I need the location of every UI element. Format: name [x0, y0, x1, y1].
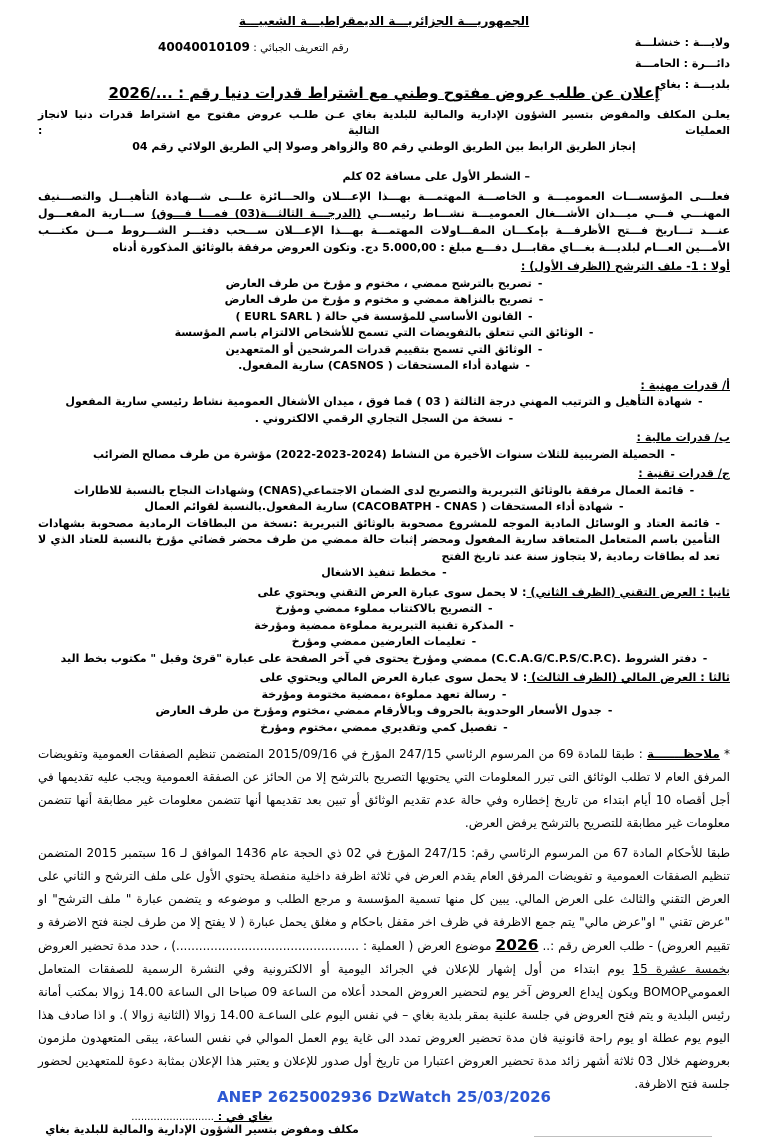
list-item-text: شهادة أداء المستحقات ( CACOBATPH - CNAS) سارية المفعول.بالنسبة لقوائم العمال — [144, 500, 613, 513]
grade-requirement: (الدرجـــة الثالثـــة(03) فمـــا فـــوق) — [151, 207, 362, 220]
technical-capacities-heading: ج/ قدرات تقنية : — [638, 467, 730, 480]
bullet-dash: - — [501, 687, 507, 701]
list-item-text: قائمة العتاد و الوسائل المادية الموجه للمشروع مصحوبة بالوثائق التبريرية :نسخة من البطاقات الرمادية مصحوبة بشهادات التأمين باسم المتعامل المتعاقد سارية المفعول ومحضر إثبات حالة ممضي من طرف محضر قضائي مؤرخ بالنسبة للعتاد الذي لا تعد له بطاقات رمادية ,لا يتجاوز سنة عند تاريخ الفتح — [38, 516, 720, 563]
bullet-dash: - — [702, 651, 708, 665]
daira-line: دائـــرة : الحامـــة — [635, 57, 730, 70]
bullet-dash: - — [488, 602, 493, 615]
remark-label: ملاحظـــــــة — [646, 747, 720, 761]
preparation-duration: بخمسة عشرة 15 — [632, 962, 730, 976]
list-item — [38, 565, 730, 582]
list-item-text: التصريح بالاكتتاب مملوء ممضي ومؤرخ — [275, 602, 483, 615]
list-item-text: تفصيل كمي وتقديري ممضي ،مختوم ومؤرخ — [260, 720, 498, 734]
signature-row — [38, 1106, 730, 1138]
bullet-dash: - — [689, 483, 695, 497]
list-item — [38, 411, 730, 428]
qualification-text-1: فعلـــى المؤسســـات العموميـــة و الخاصـــة المهتمـــة بهـــذا الإعـــلان والحـــائزة علـــى شـــهادة التأهيـــل والتصـــنيف المهنـــي فـــي ميـــدان الأشـــغال العموميـــة نشـــاط رئيســـي — [38, 190, 730, 220]
submission-text-2: موضوع العرض ( العملية : ................................................) ، حدد مدة تحضير العروض — [38, 939, 496, 953]
section2-heading — [38, 585, 730, 602]
submission-text-1: طبقا للأحكام المادة 67 من المرسوم الرئاسي رقم: 247/15 المؤرخ في 02 ذي الحجة عام 1436 الموافق لـ 16 سبتمبر 2015 المتضمن تنظيم الصفقات العمومية و تفويضات المرفق العام يقدم العرض في ثلاثة اظرفة داخلية منفصلة يحتوي الأول على ملف الترشح و الثاني على العرض التقني والثالث على العرض المالي. يبين كل منها تسمية المؤسسة و مرجع الطلب و موضوعه و يتضمن عبارة " ملف الترشح" او "عرض تقني " او"عرض مالي" يتم جمع الاظرفة في ظرف اخر مقفل باحكام و مغلق يحمل عبارة ( لا يفتح إلا من طرف لجنة فتح الاضرفة و تقييم العروض) - طلب العرض رقم :.. — [38, 846, 731, 953]
fee-amount: 5.000,00 دج. — [360, 241, 437, 254]
list-item — [38, 276, 730, 293]
bullet-dash: - — [619, 500, 624, 513]
bullet-dash: - — [525, 359, 530, 372]
republic-header: الجمهوريـــة الجزائريـــة الديمقراطيـــة الشعبيـــة — [238, 14, 530, 28]
bullet-dash: - — [471, 635, 477, 648]
bullet-dash: - — [538, 293, 544, 306]
list-item-text: شهادة التأهيل و الترتيب المهني درجة الثالثة ( 03 ) فما فوق ، ميدان الأشغال العمومية نشاط رئيسي سارية المفعول — [65, 395, 692, 408]
technical-capacities-list — [38, 483, 730, 582]
remark-paragraph — [38, 743, 730, 835]
signature-date-dots: .......................... — [131, 1112, 214, 1123]
wilaya-line: ولايـــة : خنشلـــة — [634, 36, 730, 49]
bullet-dash: - — [527, 309, 533, 323]
section2-heading-underlined: ثانيا : العرض التقني (الظرف الثاني) — [526, 585, 730, 599]
list-item — [38, 651, 730, 668]
bullet-dash: - — [715, 516, 720, 530]
remark-text: : طبقا للمادة 69 من المرسوم الرئاسي 247/15 المؤرخ في 2015/09/16 المتضمن تنظيم الصفقات العمومية وتفويضات المرفق العام لا تطلب الوثائق التى تبرر المعلومات التي يحتويها التصريح بالترشح إلا من الحائز عن الصفقة العمومية ويجب عليه تقديمها في أجل أقصاه 10 أيام ابتداء من تاريخ إخطاره وفي حالة عدم تقديم الوثائق أو تبين بعد تقديمها أنها تتضمن معلومات غير مطابقة أنها تتضمن معلومات غير مطابقة للتصريح بالترشح يرفض العرض. — [38, 747, 731, 830]
list-item — [38, 601, 730, 618]
list-item-text: المذكرة تقنية التبريرية مملوءة ممضية ومؤرخة — [254, 618, 504, 632]
bullet-dash: - — [509, 618, 514, 632]
section3-heading-rest: : لا يحمل سوى عبارة العرض المالي ويحتوي على — [259, 671, 528, 684]
tax-id-value: 40040010109 — [158, 40, 250, 54]
list-item — [38, 703, 730, 720]
bullet-dash: - — [442, 566, 447, 579]
bullet-dash: - — [537, 276, 543, 290]
list-item — [38, 634, 730, 651]
qualification-paragraph — [38, 188, 730, 256]
list-item-text: الوثائق التي تسمح بتقييم قدرات المرشحين أو المتعهدين — [225, 342, 532, 356]
tax-id-line — [158, 40, 349, 54]
footer-anep: ANEP 2625002936 DzWatch 25/03/2026 — [217, 1088, 551, 1106]
bullet-dash: - — [588, 326, 594, 339]
section1-heading: أولا : 1- ملف الترشح (الظرف الأول) : — [520, 260, 730, 273]
signature-block — [42, 1110, 362, 1136]
list-item-text: الحصيلة الضريبية للثلاث سنوات الأخيرة من النشاط (2024-2023-2022) مؤشرة من طرف مصالح الضرائب — [93, 447, 665, 461]
list-item — [38, 516, 730, 566]
list-item — [38, 618, 730, 635]
financial-capacities-heading: ب/ قدرات مالية : — [636, 431, 730, 444]
commune-line: بلديـــة : بغاي — [656, 78, 730, 91]
document-header — [38, 28, 730, 91]
list-item-text: مخطط تنفيذ الاشغال — [321, 566, 437, 579]
list-item — [38, 499, 730, 516]
signature-place-date: بغاي في : .......................... — [131, 1110, 273, 1123]
list-item — [38, 292, 730, 309]
section3-heading — [38, 670, 730, 687]
bullet-dash: - — [697, 395, 703, 408]
professional-capacities-heading: أ/ قدرات مهنية : — [640, 378, 730, 392]
bullet-dash: - — [503, 720, 508, 734]
tranche-line: – الشطر الأول على مسافة 02 كلم — [342, 170, 530, 183]
list-item-text: رسالة تعهد مملوءة ،ممضية مختومة ومؤرخة — [261, 687, 496, 701]
project-title-line: إنجاز الطريق الرابط بين الطريق الوطني رقم 80 والزواهر وصولا إلي الطريق الولائي رقم 04 — [132, 140, 636, 153]
list-item — [38, 687, 730, 704]
list-item-text: دفتر الشروط .(C.C.A.G/C.P.S/C.P.C) ممضي ومؤرخ يحتوى في آخر الصفحة على عبارة "قرئ وقبل " مكتوب بخط اليد — [60, 651, 697, 665]
bullet-dash: - — [508, 411, 514, 425]
list-item — [38, 483, 730, 500]
announcement-intro-line: يعلـن المكلف والمفوض بتسير الشؤون الإدارية والمالية للبلدية بغاي عـن طلـب عروض مفتوح مع اشتراط قدرات دنيا لانجاز العمليات التالية : — [38, 108, 730, 137]
professional-capacities-list — [38, 394, 730, 427]
remark-star: * — [719, 747, 730, 761]
list-item — [38, 720, 730, 737]
list-item-text: تعليمات العارضين ممضي ومؤرخ — [291, 635, 466, 648]
section3-list — [38, 687, 730, 737]
offer-year: 2026 — [495, 936, 539, 954]
list-item — [38, 309, 730, 326]
tax-id-label: رقم التعريف الجبائي : — [253, 42, 349, 54]
section1-list — [38, 276, 730, 375]
bullet-dash: - — [537, 342, 543, 356]
qualification-text-3: وتكون العروض مرفقة بالوثائق المذكورة أدناه — [112, 241, 361, 254]
list-item — [38, 325, 730, 342]
list-item-text: شهادة أداء المستحقات ( CASNOS) سارية المفعول. — [238, 359, 520, 372]
financial-capacities-list — [38, 447, 730, 464]
bullet-dash: - — [670, 447, 675, 461]
separator-line — [534, 1136, 712, 1137]
admin-location-block — [635, 32, 730, 95]
list-item — [38, 394, 730, 411]
qualification-text-2: ســـارية المفعـــول عنـــد تـــاريخ فـــتح الأظرفـــة بإمكـــان المقـــاولات المهتمـــة بهـــذا الإعـــلان ســـحب دفتـــر الشـــروط مـــن مكتـــب الأمـــين العـــام لبلديـــة بغـــاي مقابـــل دفـــع مبلغ : — [38, 207, 730, 254]
section2-list — [38, 601, 730, 667]
list-item-text: القانون الأساسي للمؤسسة في حالة ( EURL SARL ) — [235, 309, 522, 323]
submission-text-3: يوم ابتداء من أول إشهار للإعلان في الجرائد اليومية أو الالكترونية وفي النشرة الرسمية للصفقات المتعامل العموميBOMOP ويكون إيداع العروض آخر يوم لتحضير العروض المحدد أعلاه من الساعة 09 صباحا الى الساعة 14.00 زوالا بمكتب أمانة رئيس البلدية و يتم فتح العروض في جلسة علنية بمقر بلدية بغاي – في نفس اليوم على الساعـة 14.00 زوالا (الثانية زوالا ). و اذا صادف هذا اليوم يوم عطلة او يوم راحة قانونية فان مدة تحضير العروض تمدد الى غاية يوم العمل الموالي في نفس الساعة، يبقى المتعهدون ملزمون بعروضهم خلال 03 ثلاثة أشهر زائد مدة تحضير العروض اعتبارا من تاريخ أول صدور للإعلان و يعتبر هذا الإعلان بمثابة دعوة للمتعهدين لحضور جلسة فتح الاظرفة. — [38, 962, 731, 1091]
list-item — [38, 342, 730, 359]
list-item-text: تصريح بالنزاهة ممضي و مختوم و مؤرخ من طرف العارض — [224, 293, 533, 306]
list-item-text: قائمة العمال مرفقة بالوثائق التبريرية والتصريح لدى الضمان الاجتماعي(CNAS) وشهادات النجاح بالنسبة للاطارات — [73, 483, 684, 497]
submission-rules-paragraph — [38, 842, 730, 1096]
bullet-dash: - — [607, 704, 613, 717]
list-item-text: تصريح بالترشح ممضي ، مختوم و مؤرخ من طرف العارض — [225, 276, 532, 290]
list-item — [38, 358, 730, 375]
list-item-text: نسخة من السجل التجاري الرقمي الالكتروني . — [254, 411, 503, 425]
list-item-text: جدول الأسعار الوحدوية بالحروف وبالأرقام ممضي ،مختوم ومؤرخ من طرف العارض — [155, 704, 602, 717]
section3-heading-underlined: ثالثا : العرض المالي (الظرف الثالث) — [527, 671, 730, 684]
list-item — [38, 447, 730, 464]
signature-title: مكلف ومفوض بتسير الشؤون الإدارية والمالية للبلدية بغاي — [45, 1123, 359, 1136]
page-title: إعلان عن طلب عروض مفتوح وطني مع اشتراط قدرات دنيا رقم : .../2026 — [108, 84, 660, 102]
section2-heading-rest: : لا يحمل سوى عبارة العرض التقني ويحتوي على — [257, 585, 527, 599]
list-item-text: الوثائق التي تتعلق بالتفويضات التي تسمح للأشخاص الالتزام باسم المؤسسة — [174, 326, 583, 339]
